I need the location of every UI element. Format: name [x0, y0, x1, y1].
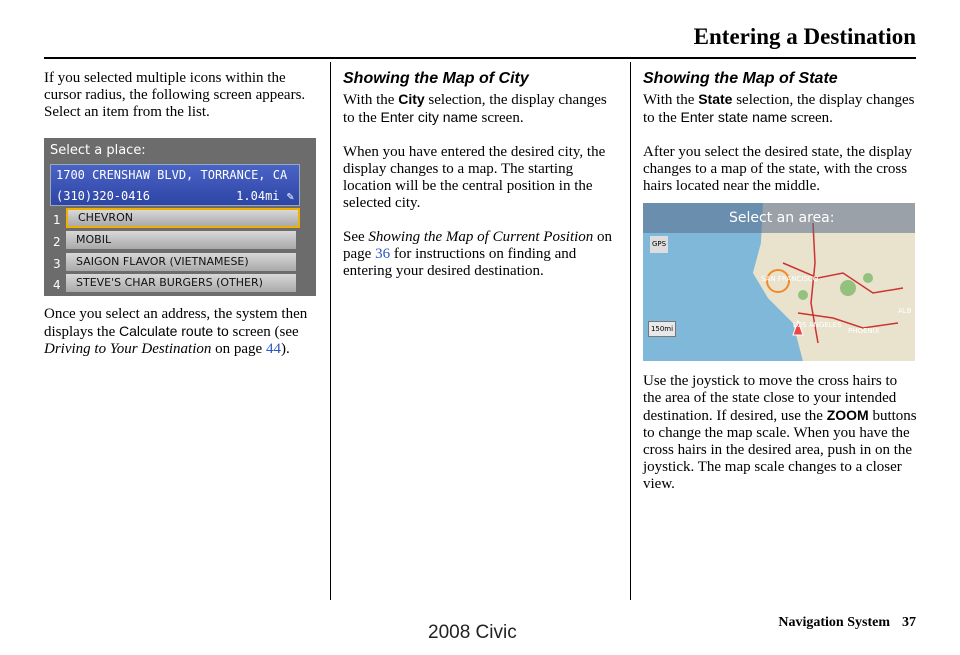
enter-state-name-label: Enter state name: [680, 109, 788, 125]
watermark: 2008 Civic: [428, 622, 517, 643]
footer-section: Navigation System: [778, 615, 890, 630]
enter-city-name-label: Enter city name: [380, 109, 478, 125]
distance: 1.04mi: [236, 189, 280, 203]
column-divider: [330, 62, 331, 600]
map-banner: Select an area:: [729, 210, 835, 226]
address-box: [50, 164, 300, 206]
city-paragraph-1: With the City selection, the display changes to the Enter city name screen.: [343, 91, 607, 126]
page-number: 37: [902, 615, 916, 630]
zoom-label: ZOOM: [826, 407, 869, 423]
state-paragraph-3: Use the joystick to move the cross hairs to the area of the state close to your intended destination. If desired, use the ZOOM buttons to change the map scale. When you have the cross hairs in the desired area, push in on the joystick. The map scale changes to a closer view.: [643, 373, 917, 492]
map-label-sf: SAN FRANCISCO: [761, 275, 819, 283]
pencil-icon: ✎: [286, 189, 294, 203]
item-number: 1: [53, 213, 61, 227]
address-line: 1700 CRENSHAW BLVD, TORRANCE, CA: [56, 168, 288, 182]
item-number: 4: [53, 278, 61, 292]
title-rule: [44, 57, 916, 59]
gps-icon: GPS: [650, 236, 668, 253]
city-paragraph-2: When you have entered the desired city, the display changes to a map. The starting location will be the central position in the selected city.: [343, 144, 606, 211]
page-link-44[interactable]: 44: [265, 341, 281, 357]
select-place-screenshot: [44, 138, 316, 296]
item-number: 3: [53, 257, 61, 271]
map-label-alb: ALB: [898, 307, 912, 315]
item-number: 2: [53, 235, 61, 249]
city-heading: Showing the Map of City: [343, 70, 529, 87]
intro-paragraph: If you selected multiple icons within the cursor radius, the following screen appears. Select an item from the list.: [44, 70, 306, 120]
list-item: STEVE'S CHAR BURGERS (OTHER): [66, 274, 296, 292]
scale-indicator: 150mi: [648, 321, 676, 337]
list-item: SAIGON FLAVOR (VIETNAMESE): [66, 253, 296, 271]
column-middle: [343, 70, 619, 297]
state-heading: Showing the Map of State: [643, 70, 838, 87]
state-paragraph-2: After you select the desired state, the display changes to a map of the state, with the cross hairs located near the middle.: [643, 144, 913, 194]
page-title: Entering a Destination: [693, 24, 916, 49]
column-right: [643, 70, 919, 510]
city-selection-label: City: [398, 91, 425, 107]
screen-header: Select a place:: [50, 143, 146, 158]
state-paragraph-1: With the State selection, the display changes to the Enter state name screen.: [643, 91, 915, 126]
list-item: CHEVRON: [66, 208, 300, 228]
calculate-route-label: Calculate route to: [119, 323, 229, 339]
page-footer: [778, 615, 916, 631]
state-map-screenshot: [643, 203, 915, 361]
page-link-36[interactable]: 36: [375, 246, 391, 262]
phone-number: (310)320-0416: [56, 189, 150, 203]
state-selection-label: State: [698, 91, 733, 107]
after-select-paragraph: Once you select an address, the system then displays the Calculate route to screen (see Driving to Your Destination on page 44).: [44, 306, 308, 357]
city-paragraph-3: See Showing the Map of Current Position on page 36 for instructions on finding and entering your desired destination.: [343, 229, 613, 279]
ref-title: Driving to Your Destination: [44, 341, 212, 357]
map-label-la: LOS ANGELES: [793, 321, 842, 329]
map-label-phoenix: PHOENIX: [848, 327, 880, 335]
column-divider: [630, 62, 631, 600]
list-item: MOBIL: [66, 231, 296, 249]
ref-title: Showing the Map of Current Position: [368, 229, 594, 245]
column-left: [44, 70, 320, 375]
